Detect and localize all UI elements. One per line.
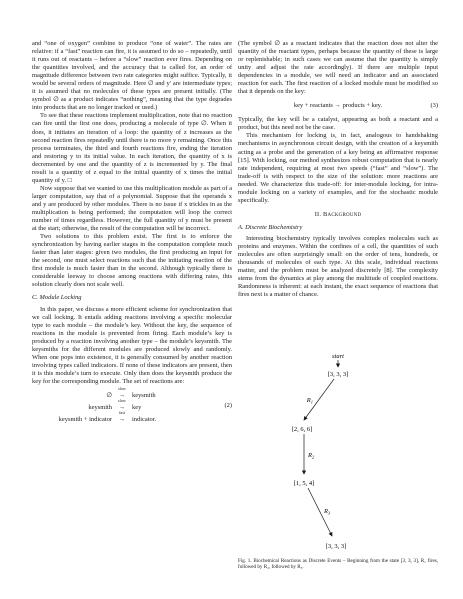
section-heading: C. Module Locking [32,294,82,302]
equation-text: key + reactants → products + key. [293,102,383,110]
reaction-arrow: slow → [112,404,132,412]
equation-lhs: ∅ [106,391,112,399]
equation-lhs: keysmith [88,403,112,411]
paragraph: Typically, the key will be a catalyst, appearing as both a reactant and a product, but this need not be the case. [238,116,438,132]
state-label: [3, 3, 3] [325,543,347,550]
right-column [238,40,438,299]
reaction-arrow: fast → [112,416,132,424]
figure-caption: Fig. 1. Biochemical Reactions as Discrete Events – Beginning from the state [3, 3, 3], R₁ fires, followed by R₂, followed by R₃. [238,558,438,571]
reaction-diagram [238,352,438,557]
reaction-subscript: 3 [327,510,331,516]
paragraph: To see that these reactions implement multiplication, note that no reaction can fire until the first one does, producing a molecule of type ∅. When it does, it initiates an iteration of a loop: the quantity of z increases as the second reaction fires repeatedly until there is no more y remaining. Once this process terminates, the third and fourth reactions fire, ending the iteration and restoring y to its initial value. In each iteration, the quantity of x is decremented by one and the quantity of z is incremented by y. The final result is a quantity of z equal to the initial quantity of x times the initial quantity of y. □ [32,112,232,184]
paragraph: This mechanism for locking is, in fact, analogous to handshaking mechanisms in asynchronous circuit design, with the creation of a keysmith acting as a probe and the generation of a key being an affirmative response [15]. With locking, our method synthesizes robust computation that is nearly rate independent, requiring at most two speeds (“fast” and “slow”). The trade-off is with respect to the size of the solution: more reactions are needed. We characterize this trade-off: for inter-module locking, for intra-module locking on a variety of examples, and for the stochastic module specifically. [238,132,438,204]
equation-rhs: key [132,403,142,411]
rate-label: slow [118,385,126,391]
reaction-label [307,452,315,460]
reaction-label [306,397,313,405]
reaction-symbol: R [324,508,328,515]
equation-row [32,385,232,402]
paragraph: Two solutions to this problem exist. The first is to enforce the synchronization by having earlier stages in the computation complete much faster than later stages: given two modules, the first producing an input for the second, one must select reactions such that the initiating reaction of the first module is much faster than in the second. Although typically there is considerable leeway to choose among reactions with differing rates, this solution clearly does not scale well. [32,233,232,289]
state-label: [2, 6, 6] [291,426,313,433]
reaction-subscript: 2 [311,454,315,460]
equation-rhs: keysmith [132,391,156,399]
state-label: [1, 5, 4] [293,480,315,487]
start-label: start [332,353,344,360]
rate-label: slow [118,397,126,403]
paragraph: and “one of oxygen” combine to produce “one of water”. The rates are relative: if a “fast” reaction can fire, it is assumed to do so – repeatedly, until it runs out of reactants – before a “slow” reaction ever fires. Depending on the quantities involved, and the accuracy that is called for, an order of magnitude difference between two rate categories might suffice. Typically, it would be several orders of magnitude. Here ∅ and y′ are intermediate types; it is assumed that no molecules of these types are present initially. (The symbol ∅ as a product indicates “nothing”, meaning that the type degrades into products that are no longer tracked or used.) [32,40,232,112]
reaction-symbol: R [308,452,312,459]
rate-label: fast [118,409,126,415]
reaction-arrow: slow → [112,392,132,400]
paragraph: (The symbol ∅ as a reactant indicates that the reaction does not alter the quantity of the reactant types, perhaps because the quantity of these is large or replenishable; in such cases we can assume that the quantity is simply unity and adjust the rate accordingly). If there are multiple input dependencies in a module, we will need an indicator and an associated reaction for each. The first reaction of a locked module must be modified so that it depends on the key: [238,40,438,96]
reaction-symbol: R [306,397,311,404]
equation-row [32,409,232,426]
equation-lhs: keysmith + indicator [58,415,112,423]
reaction-label [323,508,331,516]
reaction-subscript: 1 [310,399,313,405]
left-column [32,40,232,430]
section-heading: II. Background [314,210,362,218]
equation-2 [32,385,232,426]
paragraph: Interesting biochemistry typically involves complex molecules such as proteins and enzymes. Within the confines of a cell, the quantities of such molecules are often surprisingly small: on the order of tens, hundreds, or thousands of molecules of each type. At this scale, individual reactions matter, and the problem must be analyzed discretely [8]. The complexity stems from the dynamics at play among the multitude of coupled reactions. Randomness is inherent: at each instant, the exact sequence of reactions that fires next is a matter of chance. [238,234,438,299]
equation-rhs: indicator. [132,415,157,423]
equation-3 [238,101,438,111]
equation-row [32,397,232,414]
equation-number: (3) [430,102,438,110]
subsection-heading: A. Discrete Biochemistry [238,223,303,231]
state-label: [3, 3, 3] [327,371,349,378]
paragraph: Now suppose that we wanted to use this multiplication module as part of a larger computation, say that of a polynomial. Suppose that the operands x and y are produced by other modules. There is no issue if x trickles in as the multiplication is being performed; the computation will loop the correct number of times regardless. However, the full quantity of y must be present at the start; otherwise, the result of the computation will be incorrect. [32,184,232,233]
equation-number: (2) [224,401,232,409]
paragraph: In this paper, we discuss a more efficient scheme for synchronization that we call locking. It entails adding reactions involving a specific molecular type to each module – the module’s key. Without the key, the sequence of reactions in the module is prevented from firing. Each module’s key is produced by a reaction involving another type – the module’s keysmith. The keysmiths for the different modules are produced slowly and randomly. When one pops into existence, it is generally consumed by another reaction involving types called indicators. If none of these indicators are present, then it is this module’s turn to execute. Only then does the keysmith produce the key for the corresponding module. The set of reactions are: [32,305,232,385]
